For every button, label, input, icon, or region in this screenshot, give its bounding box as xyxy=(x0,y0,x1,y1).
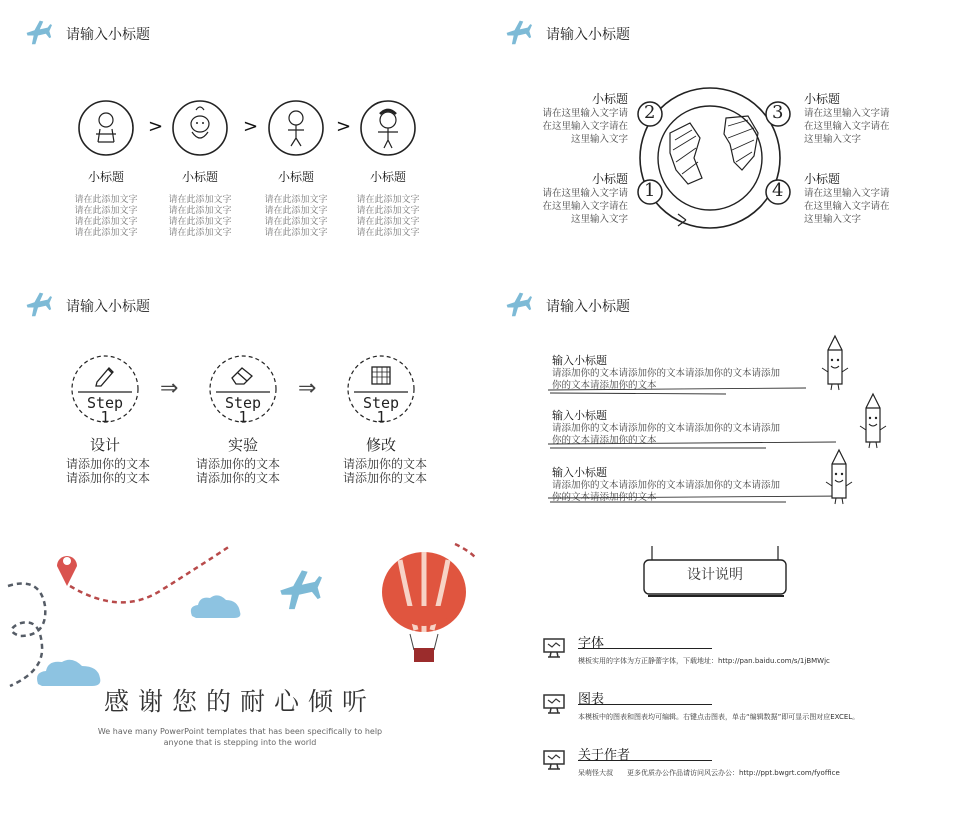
item-text: 请在此添加文字 xyxy=(264,217,328,227)
cartoon-face-icon xyxy=(266,98,326,158)
pencil-character-icon xyxy=(820,334,850,392)
board-title: 设计说明 xyxy=(687,567,743,583)
item-title: 小标题 xyxy=(181,170,218,184)
item-text: 请在此添加文字 xyxy=(356,195,420,205)
step-label xyxy=(70,396,140,424)
step-number: 1 xyxy=(376,408,386,426)
step-word: Step xyxy=(86,394,124,412)
block-title: 小标题 xyxy=(591,92,628,106)
process-item-3 xyxy=(260,98,332,239)
eraser-icon xyxy=(230,364,254,386)
plane-icon xyxy=(276,566,322,612)
item-text: 请在此添加文字 xyxy=(264,195,328,205)
item-text: 请在此添加文字 xyxy=(74,217,138,227)
block-text: 请在这里输入文字请 xyxy=(804,188,890,199)
slide-pencil-list xyxy=(480,272,960,544)
slide-design-notes xyxy=(480,536,960,816)
plane-icon xyxy=(504,18,532,46)
block-text: 请在这里输入文字请 xyxy=(542,188,628,199)
plane-icon xyxy=(504,290,532,318)
item-title: 小标题 xyxy=(369,170,406,184)
process-item-4 xyxy=(352,98,424,239)
step-text-line: 请添加你的文本 xyxy=(66,471,151,485)
row-text: 你的文本请添加你的文本 xyxy=(552,380,657,391)
plane-icon xyxy=(24,18,52,46)
monitor-icon xyxy=(542,748,566,772)
block-text: 在这里输入文字请在 xyxy=(804,201,890,212)
text-block-4 xyxy=(804,170,904,226)
row-text: 你的文本请添加你的文本 xyxy=(552,492,657,503)
section-title: 图表 xyxy=(578,692,605,707)
item-text: 请在此添加文字 xyxy=(168,195,232,205)
monitor-icon xyxy=(542,692,566,716)
block-title: 小标题 xyxy=(804,92,841,106)
row-title: 输入小标题 xyxy=(552,409,607,422)
step-text xyxy=(66,457,150,485)
row-text: 请添加你的文本请添加你的文本请添加你的文本请添加 xyxy=(552,368,781,379)
text-block-3 xyxy=(804,90,904,146)
monitor-icon xyxy=(542,636,566,660)
slide-title: 请输入小标题 xyxy=(546,27,630,43)
step-text xyxy=(343,457,427,485)
double-arrow-icon: ⇒ xyxy=(298,376,317,401)
hot-air-balloon-icon xyxy=(378,550,470,668)
section-underline xyxy=(578,704,712,705)
section-text: 呆萌怪大叔 更多优质办公作品请访问风云办公：http://ppt.bwgrt.com/fyoffice xyxy=(578,769,840,777)
block-text: 请在这里输入文字请 xyxy=(804,108,890,119)
step-text xyxy=(196,457,280,485)
block-title: 小标题 xyxy=(591,172,628,186)
section-text: 本模板中的图表和图表均可编辑。右键点击图表，单击“编辑数据”即可显示图对应EXCEL。 xyxy=(578,713,860,721)
row-text: 请添加你的文本请添加你的文本请添加你的文本请添加 xyxy=(552,423,781,434)
block-text: 在这里输入文字请在 xyxy=(804,121,890,132)
slide-title: 请输入小标题 xyxy=(66,27,150,43)
step-text-line: 请添加你的文本 xyxy=(196,471,281,485)
block-text: 在这里输入文字请在 xyxy=(542,121,628,132)
slide-steps xyxy=(0,272,480,544)
pencil-character-icon xyxy=(858,392,888,450)
row-text: 请添加你的文本请添加你的文本请添加你的文本请添加 xyxy=(552,480,781,491)
number-1: 1 xyxy=(644,180,656,201)
number-2: 2 xyxy=(644,102,656,123)
item-text: 请在此添加文字 xyxy=(74,195,138,205)
step-word: Step xyxy=(362,394,400,412)
block-text: 在这里输入文字请在 xyxy=(542,201,628,212)
text-block-2 xyxy=(540,90,628,146)
block-text: 这里输入文字 xyxy=(570,214,628,225)
number-4: 4 xyxy=(772,180,784,201)
section-underline xyxy=(578,648,712,649)
slide-title: 请输入小标题 xyxy=(546,299,630,315)
step-title: 设计 xyxy=(89,436,120,454)
location-pin-icon xyxy=(54,548,80,588)
step-number: 1 xyxy=(238,408,248,426)
chevron-right-icon: > xyxy=(336,116,352,137)
item-text: 请在此添加文字 xyxy=(168,217,232,227)
step-label xyxy=(208,396,278,424)
number-3: 3 xyxy=(772,102,784,123)
step-title: 实验 xyxy=(227,436,258,454)
item-text: 请在此添加文字 xyxy=(74,206,138,216)
block-text: 这里输入文字 xyxy=(804,134,862,145)
step-text-line: 请添加你的文本 xyxy=(66,457,151,471)
block-text: 请在这里输入文字请 xyxy=(542,108,628,119)
step-text-line: 请添加你的文本 xyxy=(196,457,281,471)
item-title: 小标题 xyxy=(87,170,124,184)
item-text: 请在此添加文字 xyxy=(356,217,420,227)
item-title: 小标题 xyxy=(277,170,314,184)
section-text: 模板实用的字体为方正静蕾字体，下载地址：http://pan.baidu.com/s/1jBMWjc xyxy=(578,657,830,665)
slide-thanks xyxy=(0,536,480,816)
calendar-icon xyxy=(370,364,392,386)
step-word: Step xyxy=(224,394,262,412)
cloud-icon xyxy=(188,592,242,618)
section-underline xyxy=(578,760,712,761)
block-title: 小标题 xyxy=(804,172,841,186)
pencil-icon xyxy=(94,364,116,386)
cartoon-face-icon xyxy=(358,98,418,158)
cartoon-face-icon xyxy=(76,98,136,158)
item-text: 请在此添加文字 xyxy=(74,228,138,238)
item-text: 请在此添加文字 xyxy=(168,228,232,238)
step-text-line: 请添加你的文本 xyxy=(343,471,428,485)
row-title: 输入小标题 xyxy=(552,354,607,367)
cartoon-face-icon xyxy=(170,98,230,158)
slide-globe-cycle xyxy=(480,0,960,272)
double-arrow-icon: ⇒ xyxy=(160,376,179,401)
english-subtitle xyxy=(0,726,480,748)
chevron-right-icon: > xyxy=(243,116,259,137)
section-title: 字体 xyxy=(578,636,605,651)
row-title: 输入小标题 xyxy=(552,466,607,479)
plane-icon xyxy=(24,290,52,318)
item-text: 请在此添加文字 xyxy=(356,206,420,216)
text-block-1 xyxy=(540,170,628,226)
section-title: 关于作者 xyxy=(578,748,631,763)
subtitle-line: We have many PowerPoint templates that has been specifically to help xyxy=(97,727,383,736)
block-text: 这里输入文字 xyxy=(570,134,628,145)
step-label xyxy=(346,396,416,424)
step-title: 修改 xyxy=(365,436,396,454)
process-item-2 xyxy=(164,98,236,239)
item-text: 请在此添加文字 xyxy=(264,206,328,216)
slide-title: 请输入小标题 xyxy=(66,299,150,315)
chevron-right-icon: > xyxy=(148,116,164,137)
item-text: 请在此添加文字 xyxy=(168,206,232,216)
step-text-line: 请添加你的文本 xyxy=(343,457,428,471)
process-item-1 xyxy=(70,98,142,239)
pencil-character-icon xyxy=(824,448,854,506)
subtitle-line: anyone that is stepping into the world xyxy=(163,738,317,747)
row-text: 你的文本请添加你的文本 xyxy=(552,435,657,446)
slide-process-4 xyxy=(0,0,480,272)
item-text: 请在此添加文字 xyxy=(264,228,328,238)
step-number: 1 xyxy=(100,408,110,426)
thanks-title: 感谢您的耐心倾听 xyxy=(103,687,376,716)
item-text: 请在此添加文字 xyxy=(356,228,420,238)
block-text: 这里输入文字 xyxy=(804,214,862,225)
